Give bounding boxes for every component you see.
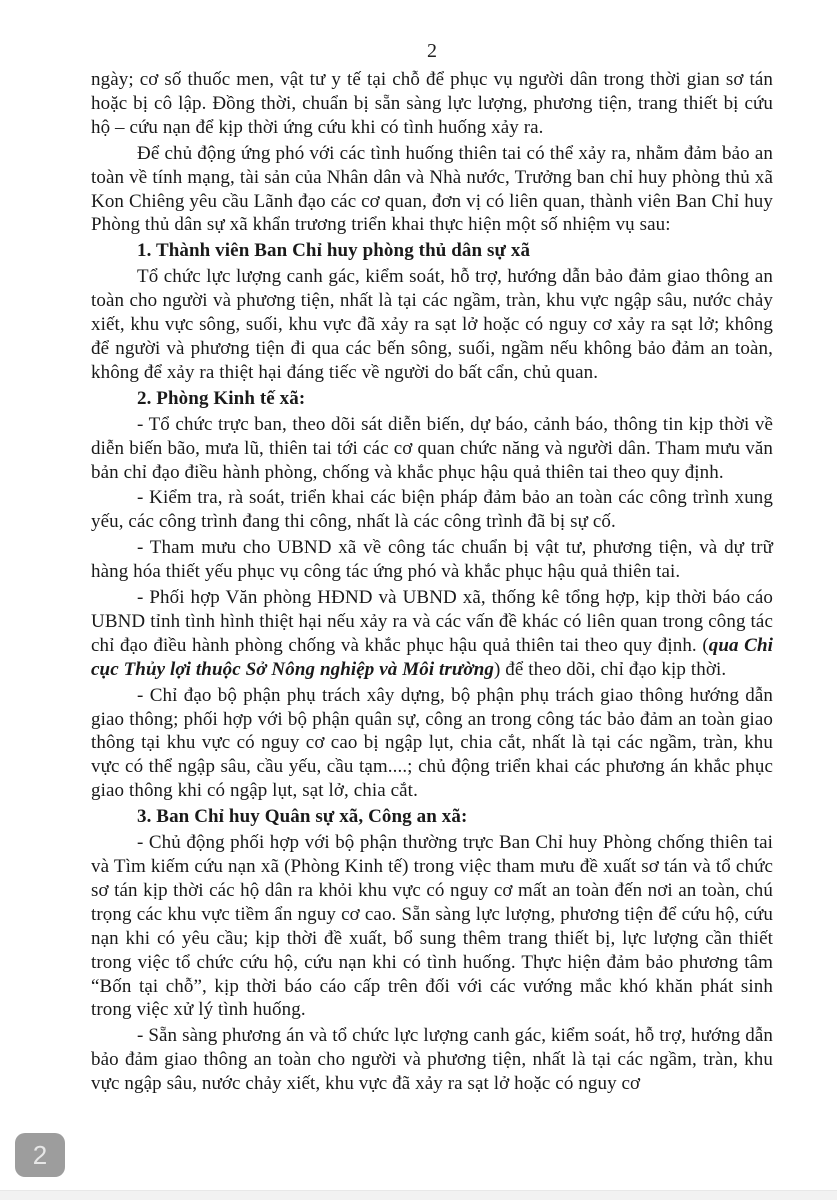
paragraph: Tổ chức lực lượng canh gác, kiểm soát, hỗ trợ, hướng dẫn bảo đảm giao thông an toàn cho người và phương tiện, nhất là tại các ngầm, tràn, khu vực ngập sâu, nước chảy xiết, khu vực sông, suối, khu vực đã xảy ra sạt lở hoặc có nguy cơ xảy ra sạt lở; không để người và phương tiện đi qua các bến sông, suối, ngầm nếu không bảo đảm an toàn, không để xảy ra thiệt hại đáng tiếc về người do bất cẩn, chủ quan.	[91, 266, 773, 383]
paragraph: - Tham mưu cho UBND xã về công tác chuẩn bị vật tư, phương tiện, và dự trữ hàng hóa thiết yếu phục vụ công tác ứng phó và khắc phục hậu quả thiên tai.	[91, 537, 773, 583]
paragraph: - Sẵn sàng phương án và tổ chức lực lượng canh gác, kiểm soát, hỗ trợ, hướng dẫn bảo đảm giao thông an toàn cho người và phương tiện, nhất là tại các ngầm, tràn, khu vực ngập sâu, nước chảy xiết, khu vực đã xảy ra sạt lở hoặc có nguy cơ	[91, 1025, 773, 1095]
paragraph: - Chủ động phối hợp với bộ phận thường trực Ban Chỉ huy Phòng chống thiên tai và Tìm kiếm cứu nạn xã (Phòng Kinh tế) trong việc tham mưu đề xuất sơ tán và tổ chức sơ tán kịp thời các hộ dân ra khỏi khu vực có nguy cơ mất an toàn đến nơi an toàn, chú trọng các khu vực tiềm ẩn nguy cơ cao. Sẵn sàng lực lượng, phương tiện để cứu hộ, cứu nạn khi có yêu cầu; kịp thời đề xuất, bổ sung thêm trang thiết bị, lực lượng cần thiết trong việc tổ chức cứu hộ, cứu nạn khi có tình huống. Thực hiện đảm bảo phương tâm “Bốn tại chỗ”, kịp thời báo cáo cấp trên đối với các vướng mắc khó khăn phát sinh trong việc xử lý tình huống.	[91, 832, 773, 1021]
paragraph-text: ) để theo dõi, chỉ đạo kịp thời.	[493, 658, 727, 680]
paragraph-text: - Phối hợp Văn phòng HĐND và UBND xã, thống kê tổng hợp, kịp thời báo cáo UBND tỉnh tình hình thiệt hại nếu xảy ra và các vấn đề khác có liên quan trong công tác chỉ đạo điều hành phòng chống và khắc phục hậu quả thiên tai theo quy định. (	[91, 587, 773, 656]
paragraph: - Tổ chức trực ban, theo dõi sát diễn biến, dự báo, cảnh báo, thông tin kịp thời về diễn biến bão, mưa lũ, thiên tai tới các cơ quan chức năng và người dân. Tham mưu văn bản chỉ đạo điều hành phòng, chống và khắc phục hậu quả thiên tai theo quy định.	[91, 413, 773, 483]
page-number: 2	[427, 40, 437, 62]
section-heading: 1. Thành viên Ban Chỉ huy phòng thủ dân sự xã	[137, 240, 531, 262]
paragraph: Để chủ động ứng phó với các tình huống thiên tai có thể xảy ra, nhằm đảm bảo an toàn về tính mạng, tài sản của Nhân dân và Nhà nước, Trưởng ban chỉ huy phòng thủ xã Kon Chiêng yêu cầu Lãnh đạo các cơ quan, đơn vị có liên quan, thành viên Ban Chỉ huy Phòng thủ dân sự xã khẩn trương triển khai thực hiện một số nhiệm vụ sau:	[91, 142, 773, 236]
paragraph	[91, 586, 773, 682]
section-heading: 3. Ban Chỉ huy Quân sự xã, Công an xã:	[137, 806, 468, 828]
page-indicator-label: 2	[32, 1139, 48, 1170]
page-indicator-badge	[15, 1133, 65, 1177]
paragraph: - Chỉ đạo bộ phận phụ trách xây dựng, bộ phận phụ trách giao thông hướng dẫn giao thông; phối hợp với bộ phận quân sự, công an trong công tác bảo đảm an toàn giao thông tại khu vực có nguy cơ cao bị ngập lụt, chia cắt, nhất là tại các ngầm, tràn, khu vực có thể ngập sâu, cầu yếu, cầu tạm....; chủ động triển khai các phương án khắc phục giao thông khi có ngập lụt, sạt lở, chia cắt.	[91, 684, 773, 802]
emphasis-text: qua Chi cục Thủy lợi thuộc Sở Nông nghiệp và Môi trường	[91, 634, 773, 680]
paragraph: - Kiểm tra, rà soát, triển khai các biện pháp đảm bảo an toàn các công trình xung yếu, các công trình đang thi công, nhất là các công trình đã bị sự cố.	[91, 487, 773, 533]
viewer-bottom-bar[interactable]	[0, 1190, 837, 1200]
paragraph: ngày; cơ số thuốc men, vật tư y tế tại chỗ để phục vụ người dân trong thời gian sơ tán hoặc bị cô lập. Đồng thời, chuẩn bị sẵn sàng lực lượng, phương tiện, trang thiết bị cứu hộ – cứu nạn để kịp thời ứng cứu khi có tình huống xảy ra.	[91, 69, 773, 138]
document-body	[91, 68, 773, 1098]
section-heading: 2. Phòng Kinh tế xã:	[137, 387, 306, 409]
